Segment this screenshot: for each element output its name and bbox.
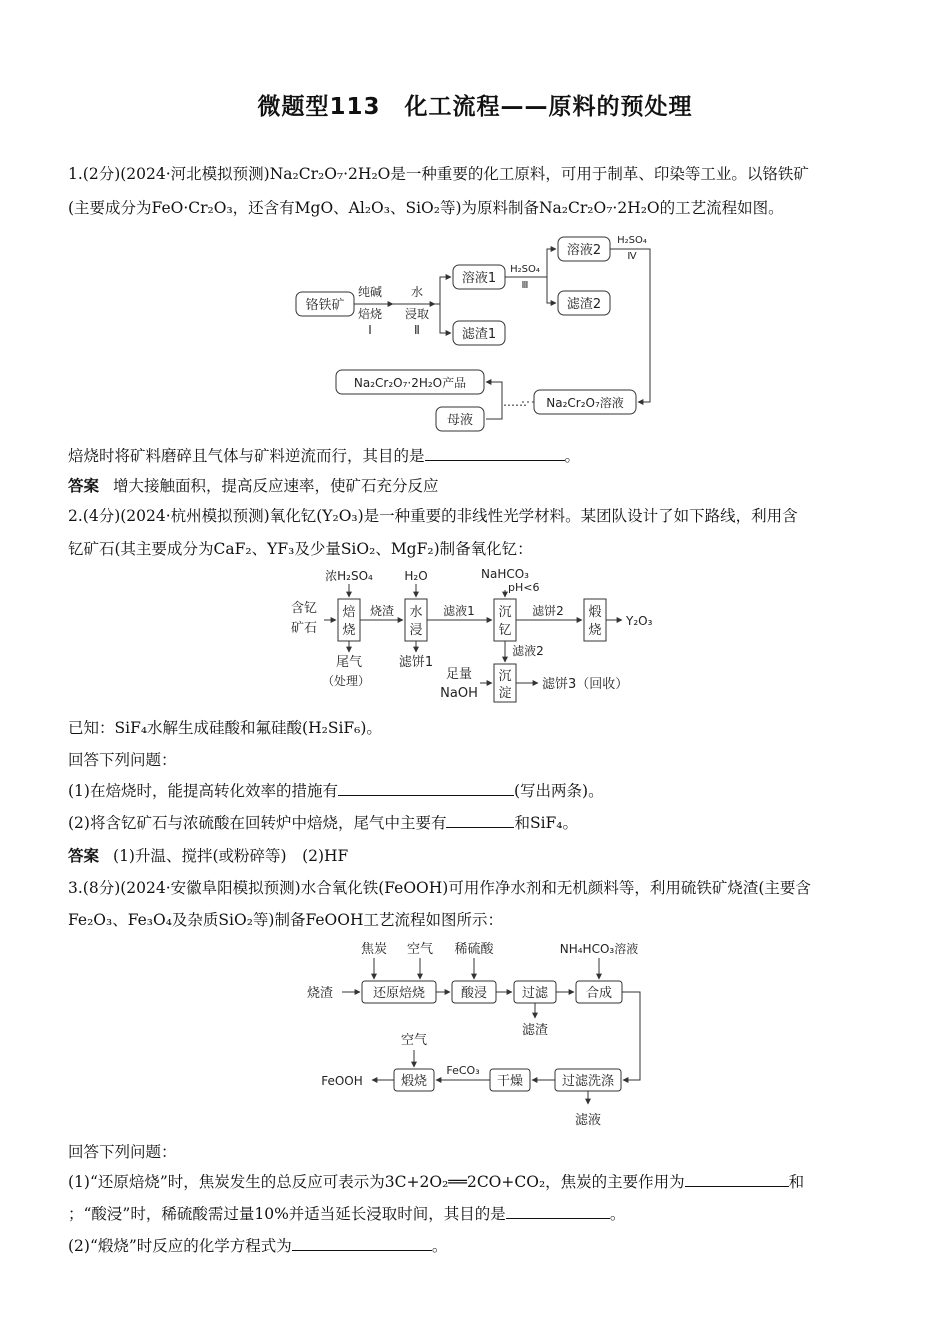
q2-box-leach-1: 水 [409, 605, 423, 620]
q2-sub1-end: (写出两条)。 [513, 782, 604, 800]
q3-sub2-end: 。 [431, 1237, 448, 1255]
q2-stem-line2: 钇矿石(其主要成分为CaF₂、YF₃及少量SiO₂、MgF₂)制备氧化钇： [68, 540, 533, 558]
q1-stem-line1: 1.(2分)(2024·河北模拟预测)Na₂Cr₂O₇·2H₂O是一种重要的化工原料，可用于制革、印染等工业。以铬铁矿 [68, 165, 809, 183]
q3-sub2-text: (2)“煅烧”时反应的化学方程式为 [68, 1237, 292, 1255]
q3-flow-diagram [300, 938, 660, 1134]
q3-sub1-line1 [68, 1170, 804, 1194]
q3-prompt: 回答下列问题： [68, 1143, 177, 1161]
q2-label-filtrate2: 滤液2 [512, 644, 544, 658]
q1-answer-label: 答案 [68, 477, 100, 495]
q1-node-mother-liquor: 母液 [446, 413, 474, 428]
q1-label-soda: 纯碱 [357, 285, 383, 299]
q1-label-roman2: Ⅱ [414, 323, 420, 337]
q1-node-product: Na₂Cr₂O₇·2H₂O产品 [353, 376, 467, 390]
q2-box-leach-2: 浸 [409, 623, 423, 638]
q1-answer-line [68, 474, 439, 498]
q2-label-naoh2: NaOH [440, 686, 478, 701]
q2-sub2-blank[interactable] [446, 811, 514, 828]
q2-label-ore2: 矿石 [290, 621, 318, 636]
q1-node-residue1: 滤渣1 [461, 327, 497, 342]
q1-flow-diagram [290, 232, 670, 432]
q1-answer-blank[interactable] [425, 444, 565, 461]
q1-answer-text: 增大接触面积，提高反应速率，使矿石充分反应 [113, 477, 439, 495]
q3-label-coke: 焦炭 [360, 942, 388, 957]
q2-label-tailgas: 尾气 [335, 655, 363, 670]
q2-sub2-text: (2)将含钇矿石与浓硫酸在回转炉中焙烧，尾气中主要有 [68, 814, 447, 832]
q3-box-synth: 合成 [585, 986, 613, 1001]
q2-label-tailgas-note: （处理） [321, 674, 371, 688]
q1-dots: …… [503, 395, 527, 409]
q2-box-roast-2: 烧 [342, 623, 356, 638]
q2-label-nahco3: NaHCO₃ [481, 567, 529, 581]
q3-sub1-end: 。 [609, 1205, 626, 1223]
q2-sub1-blank[interactable] [338, 779, 514, 796]
q1-label-roast: 焙烧 [357, 307, 383, 321]
q2-prompt: 回答下列问题： [68, 751, 177, 769]
q2-label-cake3: 滤饼3（回收） [542, 677, 629, 692]
q3-label-air: 空气 [406, 942, 434, 957]
q1-node-dichromate-solution: Na₂Cr₂O₇溶液 [546, 396, 624, 410]
q1-node-solution2: 溶液2 [566, 243, 602, 258]
q1-label-roman4: Ⅳ [627, 251, 637, 262]
q2-sub1-text: (1)在焙烧时，能提高转化效率的措施有 [68, 782, 338, 800]
q1-question-text: 焙烧时将矿料磨碎且气体与矿料逆流而行，其目的是 [68, 447, 425, 465]
q2-label-cake1: 滤饼1 [398, 655, 434, 670]
q2-box-precip2-2: 淀 [498, 686, 512, 701]
q2-label-cake2: 滤饼2 [532, 604, 564, 618]
q1-stem-line2: (主要成分为FeO·Cr₂O₃，还含有MgO、Al₂O₃、SiO₂等)为原料制备Na₂Cr₂O₇·2H₂O的工艺流程如图。 [68, 199, 784, 217]
q3-sub1-blank2[interactable] [506, 1202, 610, 1219]
q2-label-ore1: 含钇 [290, 601, 318, 616]
q2-box-roast-1: 焙 [342, 605, 356, 620]
q2-box-calcine-1: 煅 [588, 605, 602, 620]
q2-answer-text: (1)升温、搅拌(或粉碎等) (2)HF [113, 847, 349, 865]
q3-label-air2: 空气 [400, 1033, 428, 1048]
q1-label-roman1: Ⅰ [368, 323, 372, 337]
q1-question-end: 。 [564, 447, 581, 465]
q2-label-water: H₂O [404, 569, 428, 583]
q3-sub2-blank[interactable] [292, 1234, 432, 1251]
q3-sub2 [68, 1234, 447, 1258]
q3-stem-line1: 3.(8分)(2024·安徽阜阳模拟预测)水合氧化铁(FeOOH)可用作净水剂和无机颜料等，利用硫铁矿烧渣(主要含 [68, 879, 811, 897]
q1-label-h2so4-3: H₂SO₄ [510, 264, 540, 275]
q2-sub2-end: 和SiF₄。 [514, 814, 579, 832]
q3-label-filtrate: 滤液 [574, 1113, 602, 1128]
q3-box-calcine: 煅烧 [400, 1074, 428, 1089]
q2-label-acid: 浓H₂SO₄ [325, 569, 373, 583]
q1-question [68, 444, 580, 468]
q2-flow-diagram [284, 566, 684, 708]
q3-product: FeOOH [321, 1074, 363, 1088]
q3-box-acid: 酸浸 [460, 986, 488, 1001]
q3-sub1-text-b: 和 [788, 1173, 805, 1191]
page-title: 微题型113 化工流程——原料的预处理 [257, 94, 693, 120]
q2-answer-line [68, 844, 348, 868]
q2-box-precip2-1: 沉 [498, 669, 512, 684]
q2-box-calcine-2: 烧 [588, 623, 602, 638]
q2-answer-label: 答案 [68, 847, 100, 865]
q2-label-naoh1: 足量 [445, 667, 473, 682]
q3-label-nh4hco3: NH₄HCO₃溶液 [559, 942, 639, 956]
q2-label-ph: pH<6 [508, 581, 540, 594]
q3-box-filter: 过滤 [521, 986, 549, 1001]
q2-label-slag: 烧渣 [369, 604, 395, 618]
q1-node-ore: 铬铁矿 [305, 298, 345, 313]
q1-label-h2so4-4: H₂SO₄ [617, 235, 647, 246]
q2-sub1 [68, 779, 604, 803]
q3-label-acid: 稀硫酸 [454, 942, 494, 957]
q2-stem-line1: 2.(4分)(2024·杭州模拟预测)氧化钇(Y₂O₃)是一种重要的非线性光学材料。某团队设计了如下路线，利用含 [68, 507, 798, 525]
q2-label-filtrate1: 滤液1 [443, 604, 475, 618]
q2-product: Y₂O₃ [626, 614, 653, 628]
q2-box-precip-1: 沉 [498, 605, 512, 620]
q1-label-roman3: Ⅲ [521, 280, 529, 291]
q3-stem-line2: Fe₂O₃、Fe₃O₄及杂质SiO₂等)制备FeOOH工艺流程如图所示： [68, 911, 503, 929]
q3-sub1-blank1[interactable] [685, 1170, 789, 1187]
q3-box-dry: 干燥 [496, 1074, 524, 1089]
q3-sub1-text-c: ；“酸浸”时，稀硫酸需过量10%并适当延长浸取时间，其目的是 [68, 1205, 506, 1223]
q1-node-solution1: 溶液1 [461, 271, 497, 286]
q1-node-residue2: 滤渣2 [566, 297, 602, 312]
q3-sub1-text-a: (1)“还原焙烧”时，焦炭发生的总反应可表示为3C+2O₂══2CO+CO₂，焦炭的主要作用为 [68, 1173, 685, 1191]
q3-sub1-line2 [68, 1202, 625, 1226]
q3-label-start: 烧渣 [306, 986, 334, 1001]
q2-sub2 [68, 811, 578, 835]
q2-box-precip-2: 钇 [498, 623, 512, 638]
q1-label-leach: 浸取 [404, 307, 430, 321]
q3-box-wash: 过滤洗涤 [561, 1074, 615, 1089]
q3-box-reduce: 还原焙烧 [372, 986, 426, 1001]
q3-label-residue: 滤渣 [521, 1023, 549, 1038]
q2-known: 已知：SiF₄水解生成硅酸和氟硅酸(H₂SiF₆)。 [68, 719, 382, 737]
q1-label-water: 水 [410, 285, 424, 299]
q3-label-feco3: FeCO₃ [446, 1064, 480, 1077]
